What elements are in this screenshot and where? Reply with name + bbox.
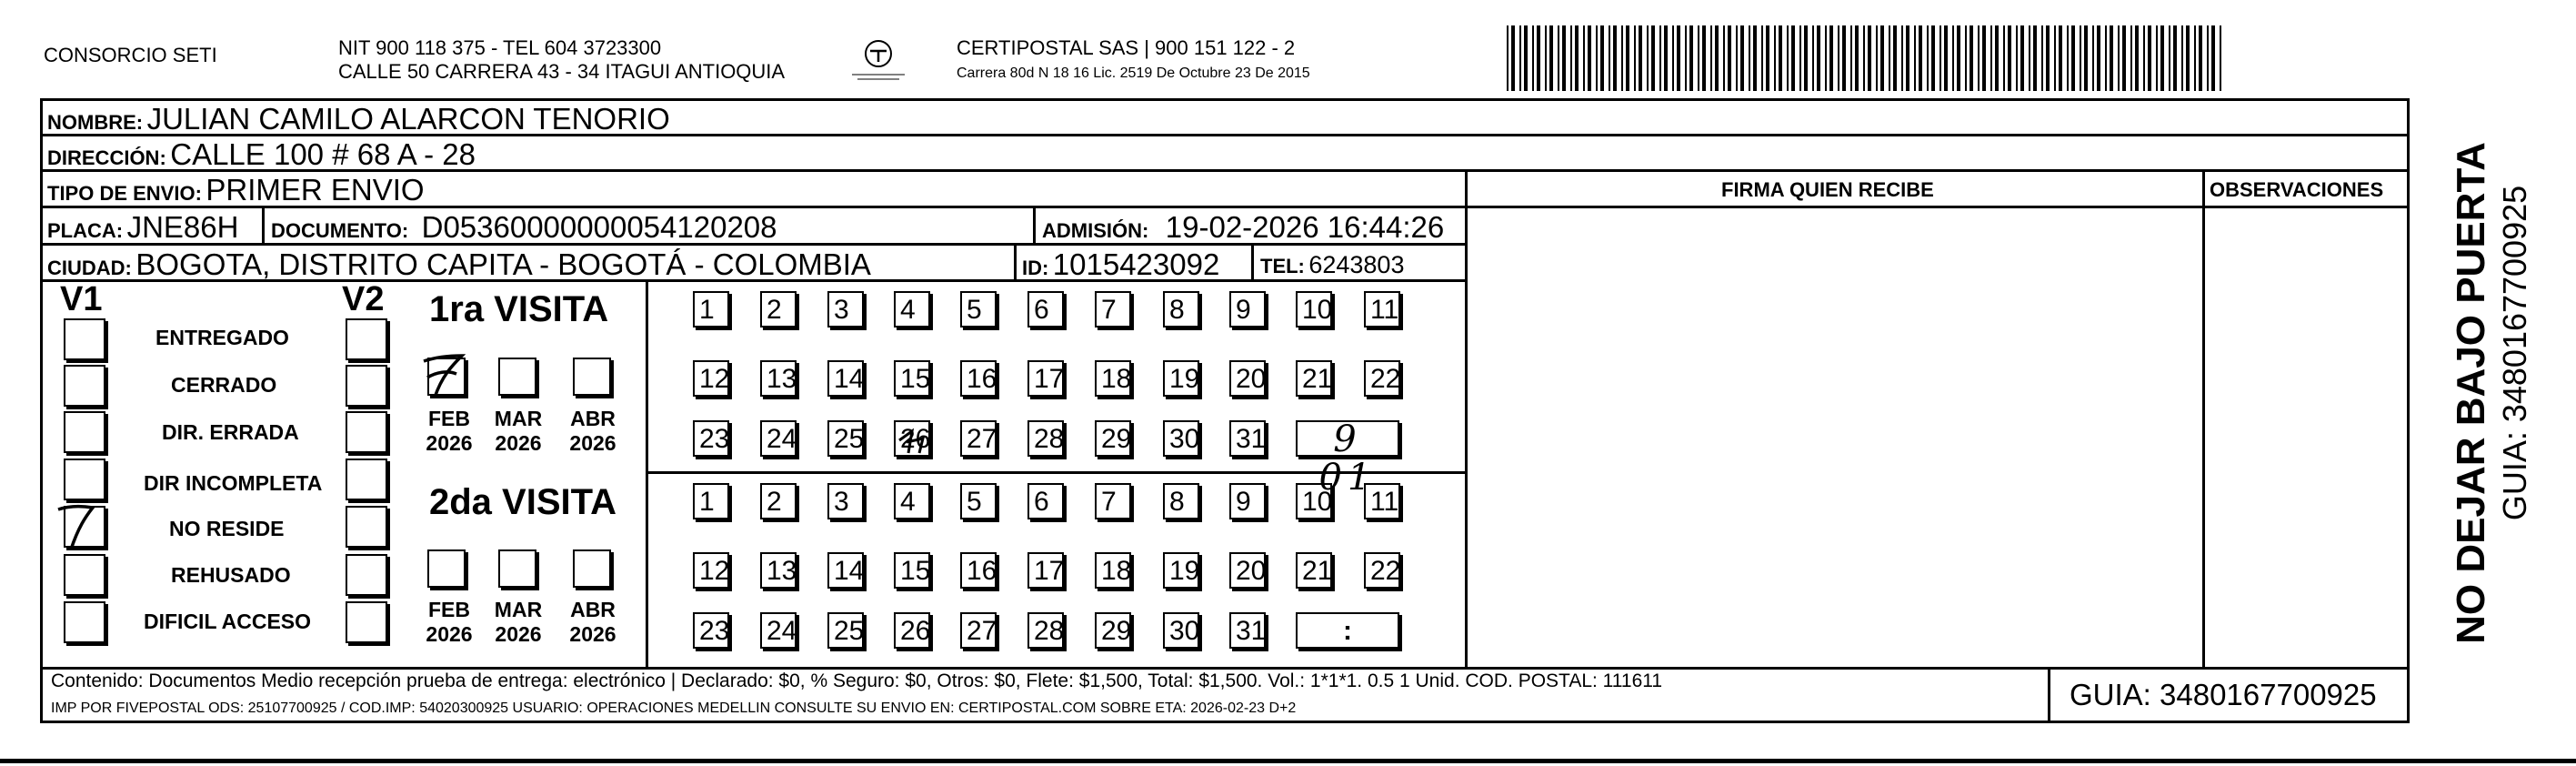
barcode-bar	[1600, 25, 1604, 91]
day-box-8[interactable]: 8	[1163, 483, 1199, 519]
barcode-bar	[1812, 25, 1814, 91]
barcode-bar	[1588, 25, 1591, 91]
status-option-label: REHUSADO	[171, 563, 291, 587]
month-name: MAR	[494, 407, 543, 430]
day-box-10[interactable]: 10	[1296, 291, 1332, 328]
day-box-28[interactable]: 28	[1027, 612, 1064, 649]
day-box-28[interactable]: 28	[1027, 420, 1064, 457]
barcode-bar	[2092, 25, 2094, 91]
v2-checkbox[interactable]	[346, 411, 387, 453]
barcode-bar	[1698, 25, 1699, 91]
month-year: 2026	[569, 431, 616, 455]
barcode-bar	[1626, 25, 1629, 91]
visit2-month-checkbox[interactable]	[573, 549, 611, 588]
barcode-bar	[2097, 25, 2100, 91]
tel-value: 6243803	[1308, 251, 1405, 278]
day-box-24[interactable]: 24	[760, 612, 797, 649]
barcode-bar	[1685, 25, 1687, 91]
barcode-bar	[2046, 25, 2050, 91]
day-box-23[interactable]: 23	[693, 612, 729, 649]
day-box-22[interactable]: 22	[1364, 552, 1400, 589]
barcode-bar	[1753, 25, 1757, 91]
barcode-bar	[2020, 25, 2024, 91]
v2-checkbox[interactable]	[346, 554, 387, 596]
barcode-bar	[2003, 25, 2005, 91]
day-box-31[interactable]: 31	[1229, 420, 1266, 457]
barcode-bar	[2054, 25, 2056, 91]
documento-value: D05360000000054120208	[421, 210, 777, 244]
barcode-bar	[2148, 25, 2151, 91]
barcode-bar	[2160, 25, 2164, 91]
barcode-bar	[1842, 25, 1846, 91]
day-box-2[interactable]: 2	[760, 483, 797, 519]
barcode-bar	[1990, 25, 1992, 91]
tel-label: TEL:	[1260, 255, 1305, 277]
ciudad-row	[47, 247, 871, 282]
day-box-11[interactable]: 11	[1364, 291, 1400, 328]
day-box-26[interactable]: 26	[894, 612, 930, 649]
barcode-bar	[2169, 25, 2170, 91]
v1-checkbox[interactable]	[64, 318, 105, 360]
day-box-11[interactable]: 11	[1364, 483, 1400, 519]
barcode-bar	[2016, 25, 2018, 91]
day-box-6[interactable]: 6	[1027, 483, 1064, 519]
placa-value: JNE86H	[126, 210, 239, 244]
handwritten-check-icon	[56, 502, 98, 544]
barcode-bar	[1944, 25, 1948, 91]
firma-header: FIRMA QUIEN RECIBE	[1721, 178, 1934, 201]
footer-guia: GUIA: 3480167700925	[2070, 678, 2377, 711]
day-box-21[interactable]: 21	[1296, 360, 1332, 397]
barcode-bar	[1621, 25, 1623, 91]
col-divider	[1014, 244, 1017, 280]
day-box-29[interactable]: 29	[1095, 420, 1131, 457]
admision-label: ADMISIÓN:	[1042, 219, 1149, 242]
barcode-bar	[2173, 25, 2177, 91]
barcode-bar	[1838, 25, 1839, 91]
barcode-bar	[1931, 25, 1935, 91]
visit2-month-checkbox[interactable]	[498, 549, 536, 588]
barcode-bar	[1927, 25, 1929, 91]
v2-label: V2	[342, 280, 385, 318]
v1-checkbox[interactable]	[64, 601, 105, 643]
barcode-bar	[2207, 25, 2209, 91]
day-box-7[interactable]: 7	[1095, 483, 1131, 519]
day-box-23[interactable]: 23	[693, 420, 729, 457]
imp-line: IMP POR FIVEPOSTAL ODS: 25107700925 / COD.IMP: 54020300925 USUARIO: OPERACIONES MEDELLIN CONSULTE SU ENVIO EN: CERTIPOSTAL.COM SOBRE ETA: 2026-02-23 D+2	[51, 700, 1297, 716]
v1-label: V1	[60, 280, 103, 318]
barcode-bar	[1982, 25, 1986, 91]
certipostal-logo	[850, 38, 907, 86]
barcode-bar	[1825, 25, 1827, 91]
day-box-27[interactable]: 27	[960, 612, 997, 649]
barcode-bar	[1901, 25, 1903, 91]
status-option-label: DIR INCOMPLETA	[144, 471, 323, 495]
documento-label: DOCUMENTO:	[271, 219, 409, 242]
barcode	[1505, 25, 2228, 91]
tipo-envio-row	[47, 173, 425, 207]
address-line: CALLE 50 CARRERA 43 - 34 ITAGUI ANTIOQUIA	[338, 60, 786, 83]
day-box-22[interactable]: 22	[1364, 360, 1400, 397]
v1-checkbox-checked[interactable]	[64, 506, 105, 548]
visit1-month-checkbox[interactable]	[573, 358, 611, 396]
barcode-bar	[2084, 25, 2088, 91]
visit1-title: 1ra VISITA	[429, 289, 609, 329]
col-divider	[1465, 170, 1468, 669]
barcode-bar	[1677, 25, 1680, 91]
day-box-12[interactable]: 12	[693, 360, 729, 397]
month-name: FEB	[428, 407, 470, 430]
day-box-5[interactable]: 5	[960, 483, 997, 519]
barcode-bar	[2122, 25, 2126, 91]
barcode-bar	[1779, 25, 1782, 91]
status-option-label: DIR. ERRADA	[162, 420, 299, 444]
status-option-label: ENTREGADO	[155, 326, 289, 349]
v1-checkbox[interactable]	[64, 554, 105, 596]
month-name: FEB	[428, 598, 470, 621]
direccion-label: DIRECCIÓN:	[47, 146, 166, 169]
barcode-bar	[1532, 25, 1534, 91]
barcode-bar	[2211, 25, 2215, 91]
barcode-bar	[1583, 25, 1585, 91]
v1-checkbox[interactable]	[64, 459, 105, 500]
id-label: ID:	[1022, 257, 1049, 279]
month-year: 2026	[426, 431, 473, 455]
status-option-label: CERRADO	[171, 373, 277, 397]
month-name: MAR	[494, 598, 543, 621]
barcode-bar	[2118, 25, 2120, 91]
day-box-18[interactable]: 18	[1095, 360, 1131, 397]
documento-row	[271, 210, 777, 245]
day-box-14[interactable]: 14	[827, 552, 864, 589]
month-name: ABR	[570, 598, 616, 621]
barcode-bar	[1558, 25, 1559, 91]
month-year: 2026	[495, 622, 542, 646]
barcode-bar	[2186, 25, 2190, 91]
nit-line: NIT 900 118 375 - TEL 604 3723300	[338, 36, 662, 59]
ciudad-value: BOGOTA, DISTRITO CAPITA - BOGOTÁ - COLOMBIA	[135, 247, 871, 281]
barcode-bar	[1596, 25, 1598, 91]
barcode-bar	[1761, 25, 1763, 91]
nombre-value: JULIAN CAMILO ALARCON TENORIO	[146, 102, 670, 136]
barcode-bar	[2105, 25, 2107, 91]
col-divider	[1251, 244, 1254, 280]
barcode-bar	[1519, 25, 1521, 91]
placa-row	[47, 210, 238, 245]
day-box-13[interactable]: 13	[760, 360, 797, 397]
day-box-15[interactable]: 15	[894, 360, 930, 397]
day-box-20[interactable]: 20	[1229, 360, 1266, 397]
barcode-bar	[1723, 25, 1725, 91]
time-placeholder: :	[1343, 616, 1352, 646]
contenido-line: Contenido: Documentos Medio recepción prueba de entrega: electrónico | Declarado: $0, % Seguro: $0, Otros: $0, Flete: $1,500, Total: $1,500. Vol.: 1*1*1. 0.5 1 Unid. COD. POSTAL: 111611	[51, 670, 1663, 691]
day-box-15[interactable]: 15	[894, 552, 930, 589]
day-box-2[interactable]: 2	[760, 291, 797, 328]
handwritten-time: 9 01	[1318, 418, 1377, 499]
barcode-bar	[1651, 25, 1655, 91]
visit2-month-label	[564, 598, 622, 647]
barcode-bar	[1562, 25, 1566, 91]
day-box-31[interactable]: 31	[1229, 612, 1266, 649]
v2-checkbox[interactable]	[346, 459, 387, 500]
barcode-bar	[2143, 25, 2145, 91]
ciudad-label: CIUDAD:	[47, 257, 132, 279]
barcode-bar	[1799, 25, 1801, 91]
barcode-bar	[2199, 25, 2202, 91]
barcode-bar	[2008, 25, 2011, 91]
direccion-value: CALLE 100 # 68 A - 28	[170, 137, 476, 171]
barcode-bar	[1889, 25, 1890, 91]
v2-checkbox[interactable]	[346, 318, 387, 360]
id-value: 1015423092	[1052, 247, 1220, 281]
barcode-bar	[1715, 25, 1719, 91]
barcode-bar	[2135, 25, 2139, 91]
barcode-bar	[2071, 25, 2075, 91]
barcode-bar	[1575, 25, 1579, 91]
barcode-bar	[1609, 25, 1610, 91]
barcode-bar	[1906, 25, 1909, 91]
barcode-bar	[1689, 25, 1693, 91]
tipo-envio-label: TIPO DE ENVIO:	[47, 182, 202, 205]
col-divider	[2048, 667, 2050, 723]
barcode-bar	[1647, 25, 1649, 91]
barcode-bar	[2181, 25, 2183, 91]
day-box-5[interactable]: 5	[960, 291, 997, 328]
v1-checkbox[interactable]	[64, 365, 105, 407]
visit1-month-label	[420, 407, 478, 456]
barcode-bar	[1855, 25, 1859, 91]
visit2-title: 2da VISITA	[429, 482, 616, 522]
barcode-bar	[1774, 25, 1776, 91]
day-box-8[interactable]: 8	[1163, 291, 1199, 328]
v2-checkbox[interactable]	[346, 506, 387, 548]
barcode-bar	[1804, 25, 1808, 91]
day-box-1[interactable]: 1	[693, 483, 729, 519]
barcode-bar	[1914, 25, 1916, 91]
time-box[interactable]	[1296, 418, 1399, 499]
barcode-bar	[1634, 25, 1636, 91]
day-box-19[interactable]: 19	[1163, 552, 1199, 589]
barcode-bar	[1524, 25, 1528, 91]
day-box-4[interactable]: 4	[894, 483, 930, 519]
day-box-20[interactable]: 20	[1229, 552, 1266, 589]
day-box-16[interactable]: 16	[960, 552, 997, 589]
barcode-bar	[1893, 25, 1897, 91]
day-box-1[interactable]: 1	[693, 291, 729, 328]
day-box-26[interactable]: 26	[894, 420, 930, 457]
day-box-19[interactable]: 19	[1163, 360, 1199, 397]
day-box-9[interactable]: 9	[1229, 291, 1266, 328]
barcode-bar	[1970, 25, 1973, 91]
visit2-month-label	[420, 598, 478, 647]
barcode-bar	[1702, 25, 1706, 91]
day-box-10[interactable]: 10	[1296, 483, 1332, 519]
handwritten-mark-icon	[422, 352, 460, 390]
barcode-bar	[1957, 25, 1960, 91]
company-name: CONSORCIO SETI	[44, 44, 217, 66]
barcode-bar	[1940, 25, 1941, 91]
barcode-bar	[2220, 25, 2221, 91]
barcode-bar	[1876, 25, 1878, 91]
tipo-envio-value: PRIMER ENVIO	[205, 173, 425, 207]
month-year: 2026	[426, 622, 473, 646]
day-box-7[interactable]: 7	[1095, 291, 1131, 328]
month-name: ABR	[570, 407, 616, 430]
visit1-month-checkbox-checked[interactable]	[427, 358, 466, 396]
barcode-bar	[2059, 25, 2062, 91]
barcode-bar	[1736, 25, 1738, 91]
observaciones-header: OBSERVACIONES	[2210, 178, 2384, 201]
v2-checkbox[interactable]	[346, 365, 387, 407]
barcode-bar	[1880, 25, 1884, 91]
col-divider	[2202, 170, 2205, 669]
day-box-18[interactable]: 18	[1095, 552, 1131, 589]
barcode-bar	[1791, 25, 1795, 91]
visit1-month-label	[564, 407, 622, 456]
barcode-bar	[1710, 25, 1712, 91]
barcode-bar	[1863, 25, 1865, 91]
barcode-bar	[1570, 25, 1572, 91]
day-box-12[interactable]: 12	[693, 552, 729, 589]
barcode-bar	[2194, 25, 2196, 91]
id-row	[1022, 247, 1219, 282]
barcode-bar	[1507, 25, 1509, 91]
footer-divider	[40, 667, 2410, 670]
day-box-3[interactable]: 3	[827, 483, 864, 519]
day-box-9[interactable]: 9	[1229, 483, 1266, 519]
day-box-3[interactable]: 3	[827, 291, 864, 328]
v2-checkbox[interactable]	[346, 601, 387, 643]
visit2-month-label	[489, 598, 547, 647]
barcode-bar	[1850, 25, 1852, 91]
col-divider	[1033, 207, 1036, 244]
day-box-14[interactable]: 14	[827, 360, 864, 397]
month-year: 2026	[569, 622, 616, 646]
barcode-bar	[1537, 25, 1540, 91]
day-box-21[interactable]: 21	[1296, 552, 1332, 589]
day-box-25[interactable]: 25	[827, 612, 864, 649]
day-box-17[interactable]: 17	[1027, 360, 1064, 397]
license-line: Carrera 80d N 18 16 Lic. 2519 De Octubre 23 De 2015	[957, 66, 1310, 81]
placa-label: PLACA:	[47, 219, 124, 242]
day-box-29[interactable]: 29	[1095, 612, 1131, 649]
day-box-27[interactable]: 27	[960, 420, 997, 457]
barcode-bar	[1978, 25, 1980, 91]
visit2-month-checkbox[interactable]	[427, 549, 466, 588]
col-divider	[646, 280, 648, 669]
barcode-bar	[2067, 25, 2069, 91]
visit1-month-label	[489, 407, 547, 456]
day-box-16[interactable]: 16	[960, 360, 997, 397]
barcode-bar	[1817, 25, 1820, 91]
v1-checkbox[interactable]	[64, 411, 105, 453]
month-year: 2026	[495, 431, 542, 455]
barcode-bar	[1749, 25, 1750, 91]
barcode-bar	[2033, 25, 2037, 91]
barcode-bar	[1664, 25, 1668, 91]
barcode-bar	[1952, 25, 1954, 91]
day-box-25[interactable]: 25	[827, 420, 864, 457]
barcode-bar	[1511, 25, 1515, 91]
barcode-bar	[1639, 25, 1642, 91]
barcode-bar	[1965, 25, 1967, 91]
barcode-bar	[2130, 25, 2132, 91]
direccion-row	[47, 137, 476, 172]
barcode-bar	[1829, 25, 1833, 91]
barcode-bar	[1995, 25, 1999, 91]
day-box-17[interactable]: 17	[1027, 552, 1064, 589]
barcode-bar	[1868, 25, 1871, 91]
barcode-bar	[1787, 25, 1789, 91]
barcode-bar	[1740, 25, 1744, 91]
barcode-bar	[2156, 25, 2158, 91]
nombre-label: NOMBRE:	[47, 111, 144, 134]
status-option-label: NO RESIDE	[169, 517, 285, 540]
visit1-month-checkbox[interactable]	[498, 358, 536, 396]
barcode-bar	[1545, 25, 1547, 91]
barcode-bar	[1659, 25, 1661, 91]
col-divider	[262, 207, 265, 244]
time-box[interactable]	[1296, 612, 1399, 649]
day-box-30[interactable]: 30	[1163, 612, 1199, 649]
day-box-30[interactable]: 30	[1163, 420, 1199, 457]
barcode-bar	[2029, 25, 2030, 91]
barcode-bar	[1613, 25, 1617, 91]
side-guia: GUIA: 3480167700925	[2496, 185, 2533, 521]
certipostal-line: CERTIPOSTAL SAS | 900 151 122 - 2	[957, 36, 1296, 59]
day-box-13[interactable]: 13	[760, 552, 797, 589]
barcode-bar	[1672, 25, 1674, 91]
admision-value: 19-02-2026 16:44:26	[1165, 210, 1445, 244]
barcode-bar	[1728, 25, 1731, 91]
barcode-bar	[2041, 25, 2043, 91]
day-box-6[interactable]: 6	[1027, 291, 1064, 328]
barcode-bar	[2110, 25, 2113, 91]
barcode-bar	[1549, 25, 1553, 91]
day-box-4[interactable]: 4	[894, 291, 930, 328]
page-bottom-rule	[0, 759, 2576, 763]
status-option-label: DIFICIL ACCESO	[144, 610, 312, 633]
tel-row	[1260, 251, 1404, 279]
handwritten-mark-icon	[896, 422, 936, 459]
nombre-row	[47, 102, 670, 136]
no-dejar-bajo-puerta: NO DEJAR BAJO PUERTA	[2449, 142, 2493, 644]
day-box-24[interactable]: 24	[760, 420, 797, 457]
barcode-bar	[2080, 25, 2081, 91]
admision-row	[1042, 210, 1444, 245]
barcode-bar	[1766, 25, 1769, 91]
barcode-bar	[1919, 25, 1922, 91]
